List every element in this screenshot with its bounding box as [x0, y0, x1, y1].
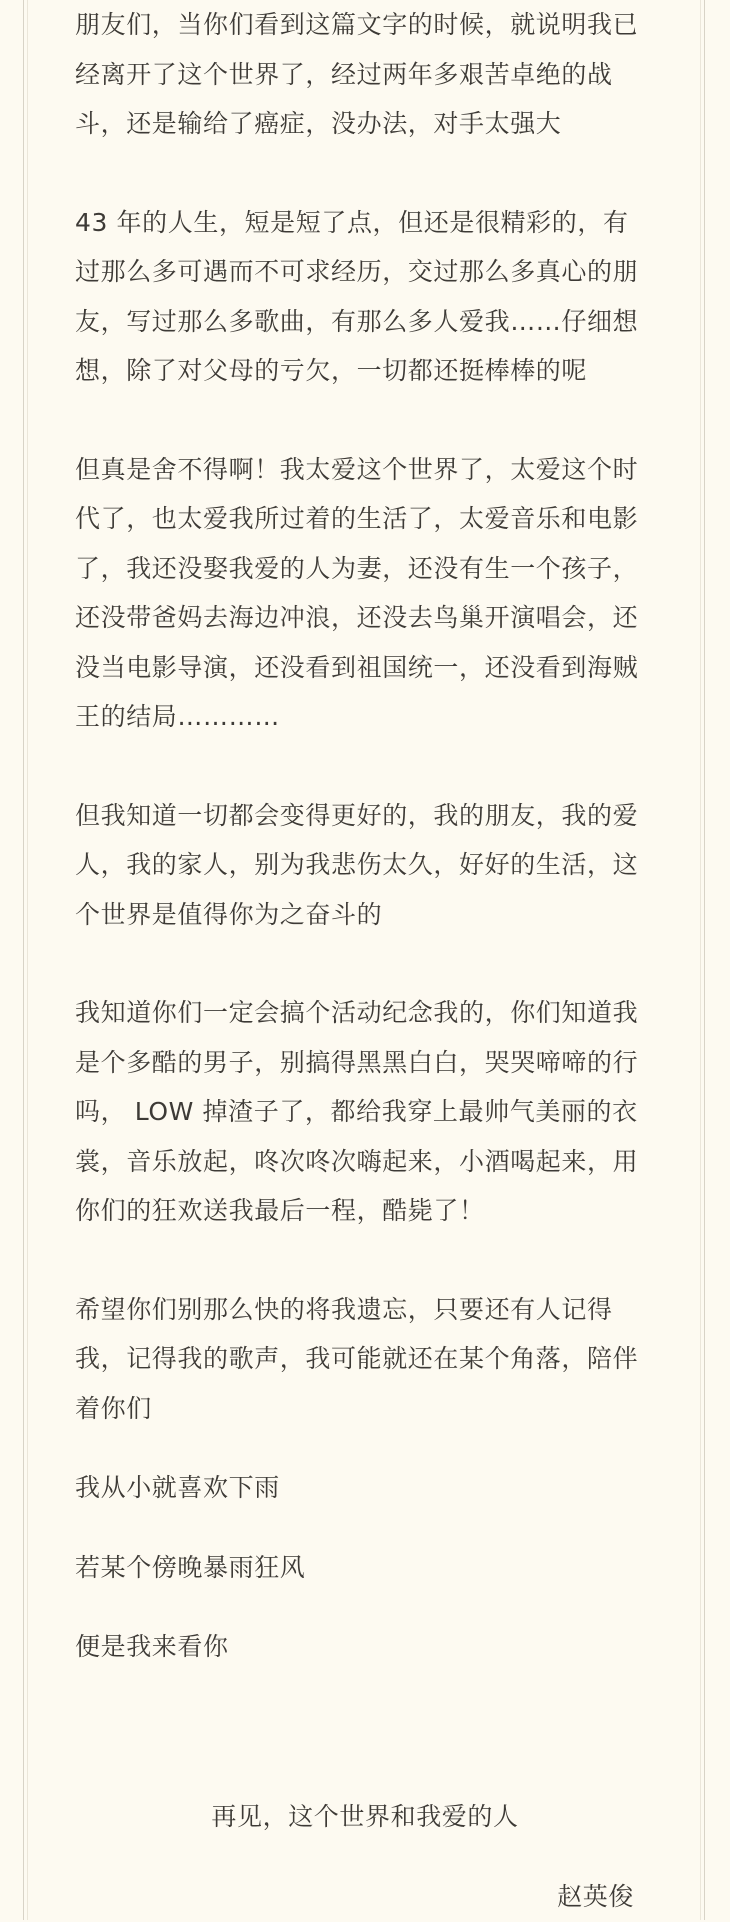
paragraph-4: 但我知道一切都会变得更好的，我的朋友，我的爱人，我的家人，别为我悲伤太久，好好的生活，这个世界是值得你为之奋斗的	[75, 800, 639, 929]
poem-line-1: 我从小就喜欢下雨	[75, 1473, 280, 1502]
signature: 赵英俊	[557, 1882, 634, 1911]
paragraph-1: 朋友们，当你们看到这篇文字的时候，就说明我已经离开了这个世界了，经过两年多艰苦卓绝的战斗，还是输给了癌症，没办法，对手太强大	[75, 10, 639, 138]
paragraph-2: 43 年的人生，短是短了点，但还是很精彩的，有过那么多可遇而不可求经历，交过那么多真心的朋友，写过那么多歌曲，有那么多人爱我……仔细想想，除了对父母的亏欠，一切都还挺棒棒的呢	[75, 207, 639, 385]
poem-line-2: 若某个傍晚暴雨狂风	[75, 1552, 306, 1582]
farewell-line: 再见，这个世界和我爱的人	[211, 1802, 519, 1831]
paragraph-6: 希望你们别那么快的将我遗忘，只要还有人记得我，记得我的歌声，我可能就还在某个角落，陪伴着你们	[75, 1294, 639, 1423]
article-body	[75, 0, 640, 1672]
poem-line-3: 便是我来看你	[75, 1632, 229, 1661]
paragraph-3: 但真是舍不得啊！我太爱这个世界了，太爱这个时代了，也太爱我所过着的生活了，太爱音乐和电影了，我还没娶我爱的人为妻，还没有生一个孩子，还没带爸妈去海边冲浪，还没去鸟巢开演唱会，还没当电影导演，还没看到祖国统一，还没看到海贼王的结局…………	[75, 454, 639, 731]
paragraph-5: 我知道你们一定会搞个活动纪念我的，你们知道我是个多酷的男子，别搞得黑黑白白，哭哭啼啼的行吗， LOW 掉渣子了，都给我穿上最帅气美丽的衣裳，音乐放起，咚次咚次嗨起来，小酒喝起来，用你们的狂欢送我最后一程，酷毙了！	[75, 998, 639, 1225]
